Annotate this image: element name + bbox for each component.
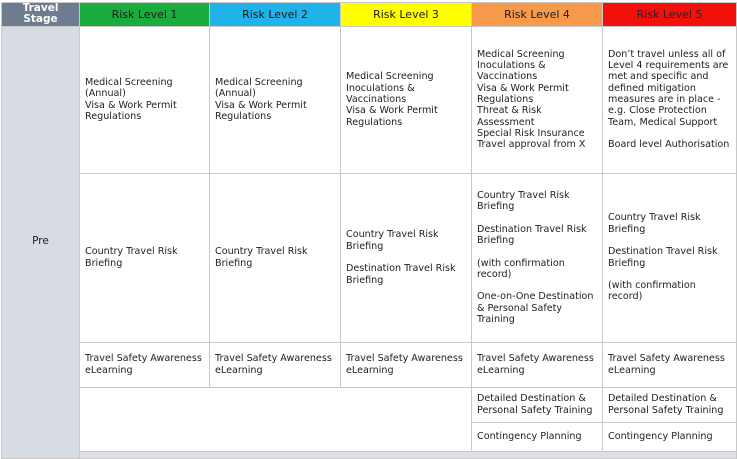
cell-text: Travel Safety Awareness eLearning: [608, 353, 725, 376]
table-cell: [603, 26, 737, 173]
risk-level-2-header: Risk Level 2: [210, 3, 341, 27]
table-cell: [210, 342, 341, 387]
risk-level-table: [1, 2, 737, 459]
cell-text: Country Travel Risk Briefing: [215, 246, 308, 269]
next-row-strip: [80, 451, 737, 458]
cell-text: Medical Screening Inoculations & Vaccinations Visa & Work Permit Regulations Threat & Risk Assessment Special Risk Insurance Travel approval from X: [477, 48, 586, 151]
cell-text: Contingency Planning: [608, 430, 713, 442]
table-cell: [341, 173, 472, 342]
table-row: [2, 342, 737, 387]
table-cell: [80, 173, 210, 342]
stage-pre-cell: Pre: [2, 26, 80, 458]
table-cell: [210, 26, 341, 173]
table-cell: [341, 342, 472, 387]
cell-text: Contingency Planning: [477, 430, 582, 442]
table-cell: [603, 173, 737, 342]
cell-text: Don’t travel unless all of Level 4 requirements are met and specific and defined mitigation measures are in place - e.g. Close Protection Team, Medical Support Board level Authorisation: [608, 48, 730, 151]
table-row-cut: [2, 451, 737, 458]
table-cell: [472, 26, 603, 173]
header-row: [2, 3, 737, 27]
cell-text: Country Travel Risk Briefing Destination Travel Risk Briefing (with confirmation record) One-on-One Destination & Personal Safety Training: [477, 189, 594, 326]
table-cell: [80, 342, 210, 387]
table-cell: [472, 173, 603, 342]
cell-text: Medical Screening Inoculations & Vaccinations Visa & Work Permit Regulations: [346, 71, 438, 128]
table-row: [2, 26, 737, 173]
table-cell: [472, 387, 603, 422]
cell-text: Travel Safety Awareness eLearning: [346, 353, 463, 376]
cell-text: Detailed Destination & Personal Safety Training: [477, 393, 593, 416]
travel-stage-header: Travel Stage: [2, 3, 80, 27]
table-row: [2, 173, 737, 342]
table-cell: [80, 26, 210, 173]
cell-text: Travel Safety Awareness eLearning: [215, 353, 332, 376]
table-cell: [341, 26, 472, 173]
cell-text: Detailed Destination & Personal Safety Training: [608, 393, 724, 416]
cell-text: Travel Safety Awareness eLearning: [477, 353, 594, 376]
cell-text: Country Travel Risk Briefing Destination Travel Risk Briefing: [346, 229, 456, 286]
risk-level-5-header: Risk Level 5: [603, 3, 737, 27]
risk-level-3-header: Risk Level 3: [341, 3, 472, 27]
risk-level-1-header: Risk Level 1: [80, 3, 210, 27]
cell-text: Country Travel Risk Briefing: [85, 246, 178, 269]
table-cell: [603, 422, 737, 451]
table-cell: [472, 342, 603, 387]
table-cell: [603, 387, 737, 422]
table-row: [2, 387, 737, 422]
table-cell: [472, 422, 603, 451]
cell-text: Travel Safety Awareness eLearning: [85, 353, 202, 376]
risk-level-4-header: Risk Level 4: [472, 3, 603, 27]
cell-text: Country Travel Risk Briefing Destination Travel Risk Briefing (with confirmation record): [608, 212, 718, 303]
empty-cell: [80, 387, 472, 451]
cell-text: Medical Screening (Annual) Visa & Work Permit Regulations: [215, 77, 307, 122]
table-cell: [210, 173, 341, 342]
table-cell: [603, 342, 737, 387]
cell-text: Medical Screening (Annual) Visa & Work Permit Regulations: [85, 77, 177, 122]
